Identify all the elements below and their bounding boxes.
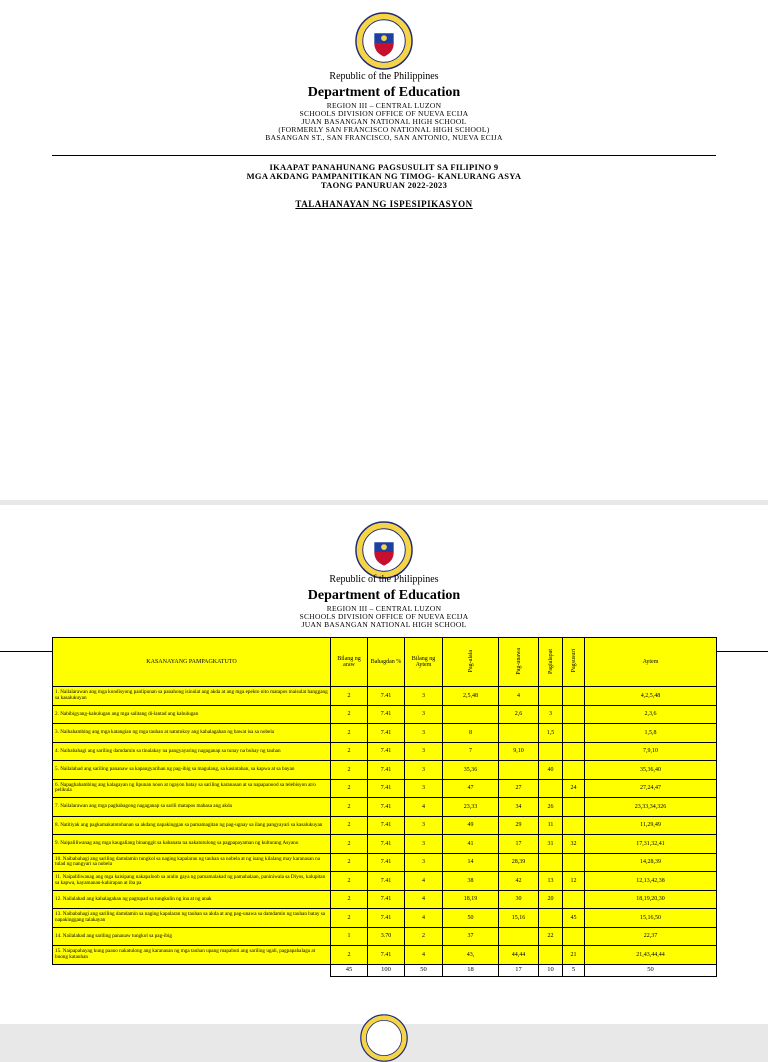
table-row [53, 724, 717, 743]
specification-table [52, 637, 717, 977]
table-row [53, 742, 717, 761]
cell-c2 [499, 761, 539, 780]
cell-list: 11,29,49 [585, 816, 717, 835]
cell-pct: 7.41 [368, 890, 405, 909]
cell-c2: 42 [499, 872, 539, 891]
cell-days: 2 [331, 890, 368, 909]
cell-c3: 13 [539, 872, 563, 891]
school-year: TAONG PANURUAN 2022-2023 [320, 179, 448, 190]
cell-c1: 7 [443, 742, 499, 761]
cell-comp: 13. Naibabahagi ang sariling damdamin sa naging kapalaran ng tauhan sa akda at ang pag-unawa sa damdamin ng tauhan batay sa napakinggang talakayan [53, 909, 331, 928]
cell-items: 3 [405, 835, 443, 854]
cell-c1: 41 [443, 835, 499, 854]
cell-c1: 18,19 [443, 890, 499, 909]
cell-c4 [563, 761, 585, 780]
total-pct: 100 [368, 964, 405, 976]
cell-comp: 2. Nabibigyang-kahulugan ang mga salitang di-lantad ang kahulugan [53, 705, 331, 724]
cell-comp: 8. Natitiyak ang pagkamakatotohanan sa akdang napakinggan sa pamamagitan ng pag-ugnay sa ilang pangyayari sa kasalukuyan [53, 816, 331, 835]
table-row [53, 705, 717, 724]
cell-days: 2 [331, 761, 368, 780]
cell-list: 18,19,20,30 [585, 890, 717, 909]
cell-pct: 7.41 [368, 742, 405, 761]
cell-c2: 44,44 [499, 946, 539, 965]
exam-subtitle: MGA AKDANG PAMPANITIKAN NG TIMOG- KANLURANG ASYA [246, 170, 522, 181]
cell-days: 2 [331, 816, 368, 835]
region-line: REGION III – CENTRAL LUZON [326, 604, 442, 614]
col-header-percent: Bahagdan % [368, 638, 405, 687]
cell-list: 7,9,10 [585, 742, 717, 761]
col-header-remember-label: Pag-alala [467, 649, 474, 673]
cell-days: 2 [331, 705, 368, 724]
school-line: JUAN BASANGAN NATIONAL HIGH SCHOOL [301, 116, 467, 126]
cell-c3: 40 [539, 761, 563, 780]
cell-c2: 28,39 [499, 853, 539, 872]
cell-c1: 43, [443, 946, 499, 965]
republic-line: Republic of the Philippines [329, 71, 439, 82]
col-header-apply [539, 638, 563, 687]
cell-items: 3 [405, 705, 443, 724]
cell-c1: 49 [443, 816, 499, 835]
cell-days: 2 [331, 853, 368, 872]
cell-list: 22,37 [585, 927, 717, 946]
table-row [53, 909, 717, 928]
table-row [53, 872, 717, 891]
cell-items: 2 [405, 927, 443, 946]
cell-list: 21,43,44,44 [585, 946, 717, 965]
division-line: SCHOOLS DIVISION OFFICE OF NUEVA ECIJA [299, 109, 469, 119]
col-header-competency: KASANAYANG PAMPAGKATUTO [53, 638, 331, 687]
cell-list: 12,13,42,38 [585, 872, 717, 891]
cell-c3 [539, 946, 563, 965]
col-header-items-list: Aytem [585, 638, 717, 687]
cell-c4 [563, 816, 585, 835]
cell-comp: 11. Naipaliliwanag ang mga kaisipang nakapaloob sa aralin gaya ng pamamalakad ng pamahalaan, paniniwala sa Diyos, kalupitan sa kapwa, kayamanan-kahirapan at iba pa [53, 872, 331, 891]
cell-comp: 7. Nailalarawan ang mga pagbabagong nagaganap sa sarili matapos mabasa ang akda [53, 798, 331, 817]
cell-items: 3 [405, 761, 443, 780]
republic-line: Republic of the Philippines [329, 574, 439, 585]
cell-c1: 2,5,48 [443, 687, 499, 706]
cell-comp: 12. Nailalahad ang kahalagahan ng pagtupad sa tungkulin ng ina at ng anak [53, 890, 331, 909]
division-line: SCHOOLS DIVISION OFFICE OF NUEVA ECIJA [299, 612, 469, 622]
school-line: JUAN BASANGAN NATIONAL HIGH SCHOOL [301, 619, 467, 629]
former-name-line: (FORMERLY SAN FRANCISCO NATIONAL HIGH SCHOOL) [278, 124, 490, 134]
cell-list: 15,16,50 [585, 909, 717, 928]
cell-days: 2 [331, 835, 368, 854]
cell-c2: 9,10 [499, 742, 539, 761]
cell-list: 35,36,40 [585, 761, 717, 780]
cell-pct: 7.41 [368, 798, 405, 817]
cell-list: 2,3,6 [585, 705, 717, 724]
totals-row [53, 964, 717, 976]
cell-pct: 3.70 [368, 927, 405, 946]
table-row [53, 890, 717, 909]
deped-seal-icon [355, 12, 413, 70]
total-days: 45 [331, 964, 368, 976]
cell-c3 [539, 853, 563, 872]
cell-days: 2 [331, 872, 368, 891]
cell-c4 [563, 724, 585, 743]
cell-comp: 3. Naihahambing ang mga katangian ng mga tauhan at natutukoy ang kahalagahan ng bawat isa sa nobela [53, 724, 331, 743]
cell-days: 2 [331, 687, 368, 706]
cell-c4 [563, 798, 585, 817]
cell-items: 4 [405, 890, 443, 909]
table-row [53, 687, 717, 706]
cell-c4 [563, 687, 585, 706]
cell-list: 17,31,32,41 [585, 835, 717, 854]
cell-c4 [563, 742, 585, 761]
cell-c1: 47 [443, 779, 499, 798]
cell-c3: 20 [539, 890, 563, 909]
total-c3: 10 [539, 964, 563, 976]
cell-pct: 7.41 [368, 835, 405, 854]
table-row [53, 927, 717, 946]
cell-items: 4 [405, 798, 443, 817]
cell-days: 2 [331, 909, 368, 928]
cell-c4 [563, 853, 585, 872]
cell-c3: 11 [539, 816, 563, 835]
table-row [53, 761, 717, 780]
cell-c3 [539, 779, 563, 798]
cell-c2: 30 [499, 890, 539, 909]
cell-c1: 38 [443, 872, 499, 891]
cell-comp: 4. Naibabahagi ang sariling damdamin sa tinalakay na pangyayaring nagaganap sa tunay na buhay ng tauhan [53, 742, 331, 761]
cell-c1: 14 [443, 853, 499, 872]
cell-list: 14,28,39 [585, 853, 717, 872]
total-c4: 5 [563, 964, 585, 976]
cell-c4: 24 [563, 779, 585, 798]
document-page-2 [0, 505, 768, 1024]
cell-c2: 17 [499, 835, 539, 854]
cell-comp: 14. Nailalahad ang sariling pananaw tungkol sa pag-ibig [53, 927, 331, 946]
col-header-understand-label: Pag-unawa [515, 647, 522, 675]
cell-comp: 1. Nailalarawan ang mga kondisyong panlipunan sa panahong isinulat ang akda at ang mga epekto nito matapos maisulat hanggang sa kasalukuyan [53, 687, 331, 706]
cell-c4: 32 [563, 835, 585, 854]
col-header-understand [499, 638, 539, 687]
table-row [53, 835, 717, 854]
cell-items: 4 [405, 946, 443, 965]
deped-seal-icon [355, 521, 413, 579]
cell-pct: 7.41 [368, 761, 405, 780]
cell-c4 [563, 927, 585, 946]
cell-days: 2 [331, 742, 368, 761]
cell-days: 2 [331, 724, 368, 743]
header-divider [52, 155, 716, 156]
cell-c3 [539, 687, 563, 706]
col-header-remember [443, 638, 499, 687]
cell-c2: 34 [499, 798, 539, 817]
cell-days: 1 [331, 927, 368, 946]
document-page-1 [0, 0, 768, 500]
col-header-analyze-label: Pagsusuri [570, 649, 577, 673]
cell-c3: 31 [539, 835, 563, 854]
table-row [53, 853, 717, 872]
total-list: 50 [585, 964, 717, 976]
cell-comp: 15. Naipapahayag kung paano nakatulong ang karanasan ng mga tauhan upang mapabuti ang sariling ugali, pagpapahalaga at buong katauhan [53, 946, 331, 965]
total-items: 50 [405, 964, 443, 976]
cell-c1: 35,36 [443, 761, 499, 780]
cell-pct: 7.41 [368, 853, 405, 872]
cell-items: 3 [405, 816, 443, 835]
cell-c2: 15,16 [499, 909, 539, 928]
cell-c2: 27 [499, 779, 539, 798]
department-title: Department of Education [307, 84, 461, 100]
region-line: REGION III – CENTRAL LUZON [326, 101, 442, 111]
table-row [53, 816, 717, 835]
cell-c4: 45 [563, 909, 585, 928]
cell-c3: 22 [539, 927, 563, 946]
table-row [53, 779, 717, 798]
cell-c3 [539, 909, 563, 928]
cell-c3 [539, 742, 563, 761]
cell-c2: 2,6 [499, 705, 539, 724]
cell-c2: 29 [499, 816, 539, 835]
exam-title: IKAAPAT PANAHUNANG PAGSUSULIT SA FILIPINO 9 [269, 162, 499, 172]
cell-comp: 6. Napaghahambing ang kalagayan ng lipunan noon at ngayon batay sa sariling karanasan at sa napapanood sa telebisyon at/o pelikula [53, 779, 331, 798]
cell-c3: 1,5 [539, 724, 563, 743]
cell-c2 [499, 724, 539, 743]
cell-days: 2 [331, 798, 368, 817]
cell-items: 3 [405, 687, 443, 706]
table-header-row [53, 638, 717, 687]
cell-days: 2 [331, 946, 368, 965]
cell-c2: 4 [499, 687, 539, 706]
table-row [53, 946, 717, 965]
cell-c1: 8 [443, 724, 499, 743]
cell-c2 [499, 927, 539, 946]
cell-pct: 7.41 [368, 779, 405, 798]
cell-c1: 23,33 [443, 798, 499, 817]
cell-pct: 7.41 [368, 724, 405, 743]
cell-items: 4 [405, 872, 443, 891]
cell-items: 3 [405, 853, 443, 872]
table-title: TALAHANAYAN NG ISPESIPIKASYON [295, 198, 473, 209]
department-title: Department of Education [307, 587, 461, 603]
cell-c3: 3 [539, 705, 563, 724]
cell-pct: 7.41 [368, 816, 405, 835]
cell-c4 [563, 705, 585, 724]
cell-c4: 21 [563, 946, 585, 965]
cell-comp: 9. Naipaliliwanag ang mga kaugaliang binanggit sa kabanata na nakatutulong sa pagpapayaman ng kulturang Asyano [53, 835, 331, 854]
col-header-analyze [563, 638, 585, 687]
cell-days: 2 [331, 779, 368, 798]
totals-blank-cell [53, 964, 331, 976]
cell-comp: 5. Nailalahad ang sariling pananaw sa kapangyarihan ng pag-ibig sa magulang, sa kasintahan, sa kapwa at sa bayan [53, 761, 331, 780]
cell-pct: 7.41 [368, 705, 405, 724]
cell-c1: 50 [443, 909, 499, 928]
cell-comp: 10. Naibabahagi ang sariling damdamin tungkol sa naging kapalaran ng tauhan sa nobela at ng isang kilalang may karanasan na tulad ng nangyari sa nobela [53, 853, 331, 872]
cell-c4 [563, 890, 585, 909]
cell-list: 23,33,34,326 [585, 798, 717, 817]
cell-items: 3 [405, 724, 443, 743]
cell-items: 3 [405, 742, 443, 761]
cell-list: 4,2,5,48 [585, 687, 717, 706]
cell-c1 [443, 705, 499, 724]
address-line: BASANGAN ST., SAN FRANCISCO, SAN ANTONIO, NUEVA ECIJA [265, 132, 503, 142]
col-header-apply-label: Paglalapat [547, 648, 554, 674]
cell-pct: 7.41 [368, 909, 405, 928]
cell-list: 1,5,8 [585, 724, 717, 743]
col-header-days: Bilang ng araw [331, 638, 368, 687]
total-c2: 17 [499, 964, 539, 976]
cell-pct: 7.41 [368, 872, 405, 891]
cell-pct: 7.41 [368, 687, 405, 706]
cell-c3: 26 [539, 798, 563, 817]
cell-c4: 12 [563, 872, 585, 891]
cell-pct: 7.41 [368, 946, 405, 965]
total-c1: 18 [443, 964, 499, 976]
deped-seal-icon [360, 1014, 408, 1062]
cell-items: 4 [405, 909, 443, 928]
cell-list: 27,24,47 [585, 779, 717, 798]
col-header-items: Bilang ng Aytem [405, 638, 443, 687]
cell-items: 3 [405, 779, 443, 798]
table-row [53, 798, 717, 817]
cell-c1: 37 [443, 927, 499, 946]
